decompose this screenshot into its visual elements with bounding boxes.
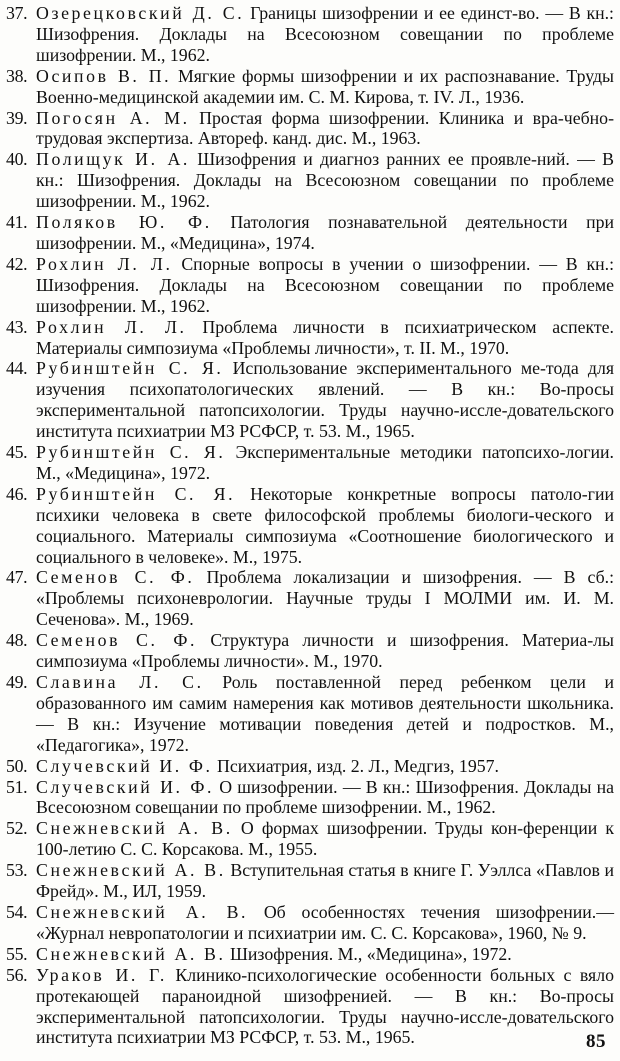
reference-author: Рубинштейн С. Я. xyxy=(36,442,226,463)
reference-item xyxy=(6,860,614,902)
reference-author: Рохлин Л. Л. xyxy=(36,316,187,337)
reference-item xyxy=(6,108,614,150)
reference-text: Патология познавательной деятельности при шизофрении. М., «Медицина», 1974. xyxy=(36,212,614,253)
reference-number: 47. xyxy=(6,567,28,588)
reference-body xyxy=(36,484,614,568)
reference-number: 54. xyxy=(6,901,28,922)
reference-body xyxy=(36,317,614,359)
reference-number: 38. xyxy=(6,65,28,86)
reference-body xyxy=(36,860,614,902)
reference-item xyxy=(6,567,614,630)
reference-number: 52. xyxy=(6,818,28,839)
reference-author: Поляков Ю. Ф. xyxy=(36,212,212,233)
reference-number: 55. xyxy=(6,943,28,964)
page-number: 85 xyxy=(586,1031,606,1052)
reference-item xyxy=(6,149,614,212)
reference-text: Использование экспериментального ме-тода для изучения психопатологических явлений. — В кн.: Во-просы экспериментальной патопсихологии. Труды научно-иссле-довательского института психиатрии МЗ РСФСР, т. 53. М., 1965. xyxy=(36,358,614,442)
reference-text: Некоторые конкретные вопросы патоло-гии психики человека в свете философской проблемы биологи-ческого и социального. Материалы симпозиума «Соотношение биологического и социального в человеке». М., 1975. xyxy=(36,483,614,567)
reference-text: Роль поставленной перед ребенком цели и образованного им самим намерения как мотивов деятельности школьника. — В кн.: Изучение мотивации поведения детей и подростков. М., «Педагогика», 1972. xyxy=(36,672,614,755)
reference-item xyxy=(6,442,614,484)
reference-author: Осипов В. П. xyxy=(36,65,172,86)
reference-author: Снежневский А. В. xyxy=(36,901,249,922)
reference-body xyxy=(36,358,614,442)
reference-body xyxy=(36,149,614,212)
reference-number: 45. xyxy=(6,442,28,463)
reference-text: Структура личности и шизофрения. Материа-лы симпозиума «Проблемы личности». М., 1970. xyxy=(36,630,615,672)
reference-body xyxy=(36,944,614,965)
reference-body xyxy=(36,756,614,777)
reference-text: Мягкие формы шизофрении и их распознавание. Труды Военно-медицинской академии им. С. М. Кирова, т. IV. Л., 1936. xyxy=(36,65,614,107)
reference-text: Проблема личности в психиатрическом аспекте. Материалы симпозиума «Проблемы личности», т. II. М., 1970. xyxy=(36,316,614,358)
reference-item xyxy=(6,818,614,860)
reference-author: Погосян А. М. xyxy=(36,107,190,128)
reference-body xyxy=(36,630,614,672)
reference-author: Семенов С. Ф. xyxy=(36,630,198,651)
reference-number: 53. xyxy=(6,860,28,881)
reference-body xyxy=(36,66,614,108)
reference-item xyxy=(6,777,614,819)
reference-item xyxy=(6,66,614,108)
reference-number: 42. xyxy=(6,253,28,274)
reference-text: О шизофрении. — В кн.: Шизофрения. Доклады на Всесоюзном совещании по проблеме шизофрении. М., 1962. xyxy=(36,776,614,818)
reference-body xyxy=(36,567,614,630)
reference-body xyxy=(36,818,614,860)
reference-item xyxy=(6,358,614,442)
reference-number: 39. xyxy=(6,107,28,128)
reference-author: Снежневский А. В. xyxy=(36,818,233,839)
reference-body xyxy=(36,442,614,484)
reference-number: 43. xyxy=(6,316,28,337)
reference-number: 51. xyxy=(6,776,28,797)
reference-text: Клинико-психологические особенности больных с вяло протекающей параноидной шизофренией. — В кн.: Во-просы экспериментальной патопсихологии. Труды научно-иссле-довательского института психиатрии МЗ РСФСР, т. 53. М., 1965. xyxy=(36,964,614,1048)
reference-author: Славина Л. С. xyxy=(36,672,204,692)
reference-text: Проблема локализации и шизофрения. — В сб.: «Проблемы психоневрологии. Научные труды I МОЛМИ им. И. М. Сеченова». М., 1969. xyxy=(36,567,615,630)
reference-text: Об особенностях течения шизофрении.— «Журнал невропатологии и психиатрии им. С. С. Корсакова», 1960, № 9. xyxy=(36,901,614,943)
reference-author: Семенов С. Ф. xyxy=(36,567,195,588)
reference-text: Шизофрения и диагноз ранних ее проявле-ний. — В кн.: Шизофрения. Доклады на Всесоюзном совещании по проблеме шизофрении. М., 1962. xyxy=(36,149,614,212)
reference-author: Рубинштейн С. Я. xyxy=(36,483,236,504)
reference-item xyxy=(6,3,614,66)
reference-text: Границы шизофрении и ее единст-во. — В кн.: Шизофрения. Доклады на Всесоюзном совещании по проблеме шизофрении. М., 1962. xyxy=(36,3,614,65)
reference-item xyxy=(6,672,614,756)
reference-author: Рубинштейн С. Я. xyxy=(36,358,224,379)
reference-number: 49. xyxy=(6,672,28,692)
reference-text: Простая форма шизофрении. Клиника и вра-чебно-трудовая экспертиза. Автореф. канд. дис. М., 1963. xyxy=(36,107,614,149)
reference-item xyxy=(6,317,614,359)
reference-body xyxy=(36,777,614,819)
reference-body xyxy=(36,3,614,66)
reference-number: 48. xyxy=(6,630,28,651)
reference-number: 56. xyxy=(6,964,28,985)
reference-item xyxy=(6,630,614,672)
reference-text: Шизофрения. М., «Медицина», 1972. xyxy=(229,943,512,964)
reference-item xyxy=(6,944,614,965)
reference-author: Случевский И. Ф. xyxy=(36,755,213,776)
reference-text: Экспериментальные методики патопсихо-логии. М., «Медицина», 1972. xyxy=(36,442,614,483)
reference-body xyxy=(36,212,614,254)
reference-item xyxy=(6,756,614,777)
reference-item xyxy=(6,484,614,568)
reference-item xyxy=(6,212,614,254)
reference-author: Озерецковский Д. С. xyxy=(36,3,245,23)
reference-author: Рохлин Л. Л. xyxy=(36,253,173,274)
reference-text: Психиатрия, изд. 2. Л., Медгиз, 1957. xyxy=(217,755,499,776)
reference-number: 41. xyxy=(6,212,28,233)
reference-item xyxy=(6,965,614,1049)
reference-number: 44. xyxy=(6,358,28,379)
reference-item xyxy=(6,254,614,317)
reference-number: 37. xyxy=(6,3,28,23)
reference-author: Снежневский А. В. xyxy=(36,860,226,881)
reference-author: Ураков И. Г. xyxy=(36,964,167,985)
reference-text: Вступительная статья в книге Г. Уэллса «Павлов и Фрейд». М., ИЛ, 1959. xyxy=(36,860,615,902)
reference-body xyxy=(36,902,614,944)
reference-body xyxy=(36,108,614,150)
reference-number: 40. xyxy=(6,149,28,170)
reference-number: 46. xyxy=(6,483,28,504)
reference-text: О формах шизофрении. Труды кон-ференции к 100-летию С. С. Корсакова. М., 1955. xyxy=(36,818,614,860)
reference-author: Случевский И. Ф. xyxy=(36,776,215,797)
reference-author: Полищук И. А. xyxy=(36,149,190,170)
reference-body xyxy=(36,965,614,1049)
reference-body xyxy=(36,672,614,756)
reference-body xyxy=(36,254,614,317)
reference-author: Снежневский А. В. xyxy=(36,943,226,964)
reference-list xyxy=(6,3,614,1048)
reference-item xyxy=(6,902,614,944)
reference-text: Спорные вопросы в учении о шизофрении. — В кн.: Шизофрения. Доклады на Всесоюзном совещании по проблеме шизофрении. М., 1962. xyxy=(36,253,615,316)
reference-number: 50. xyxy=(6,755,28,776)
